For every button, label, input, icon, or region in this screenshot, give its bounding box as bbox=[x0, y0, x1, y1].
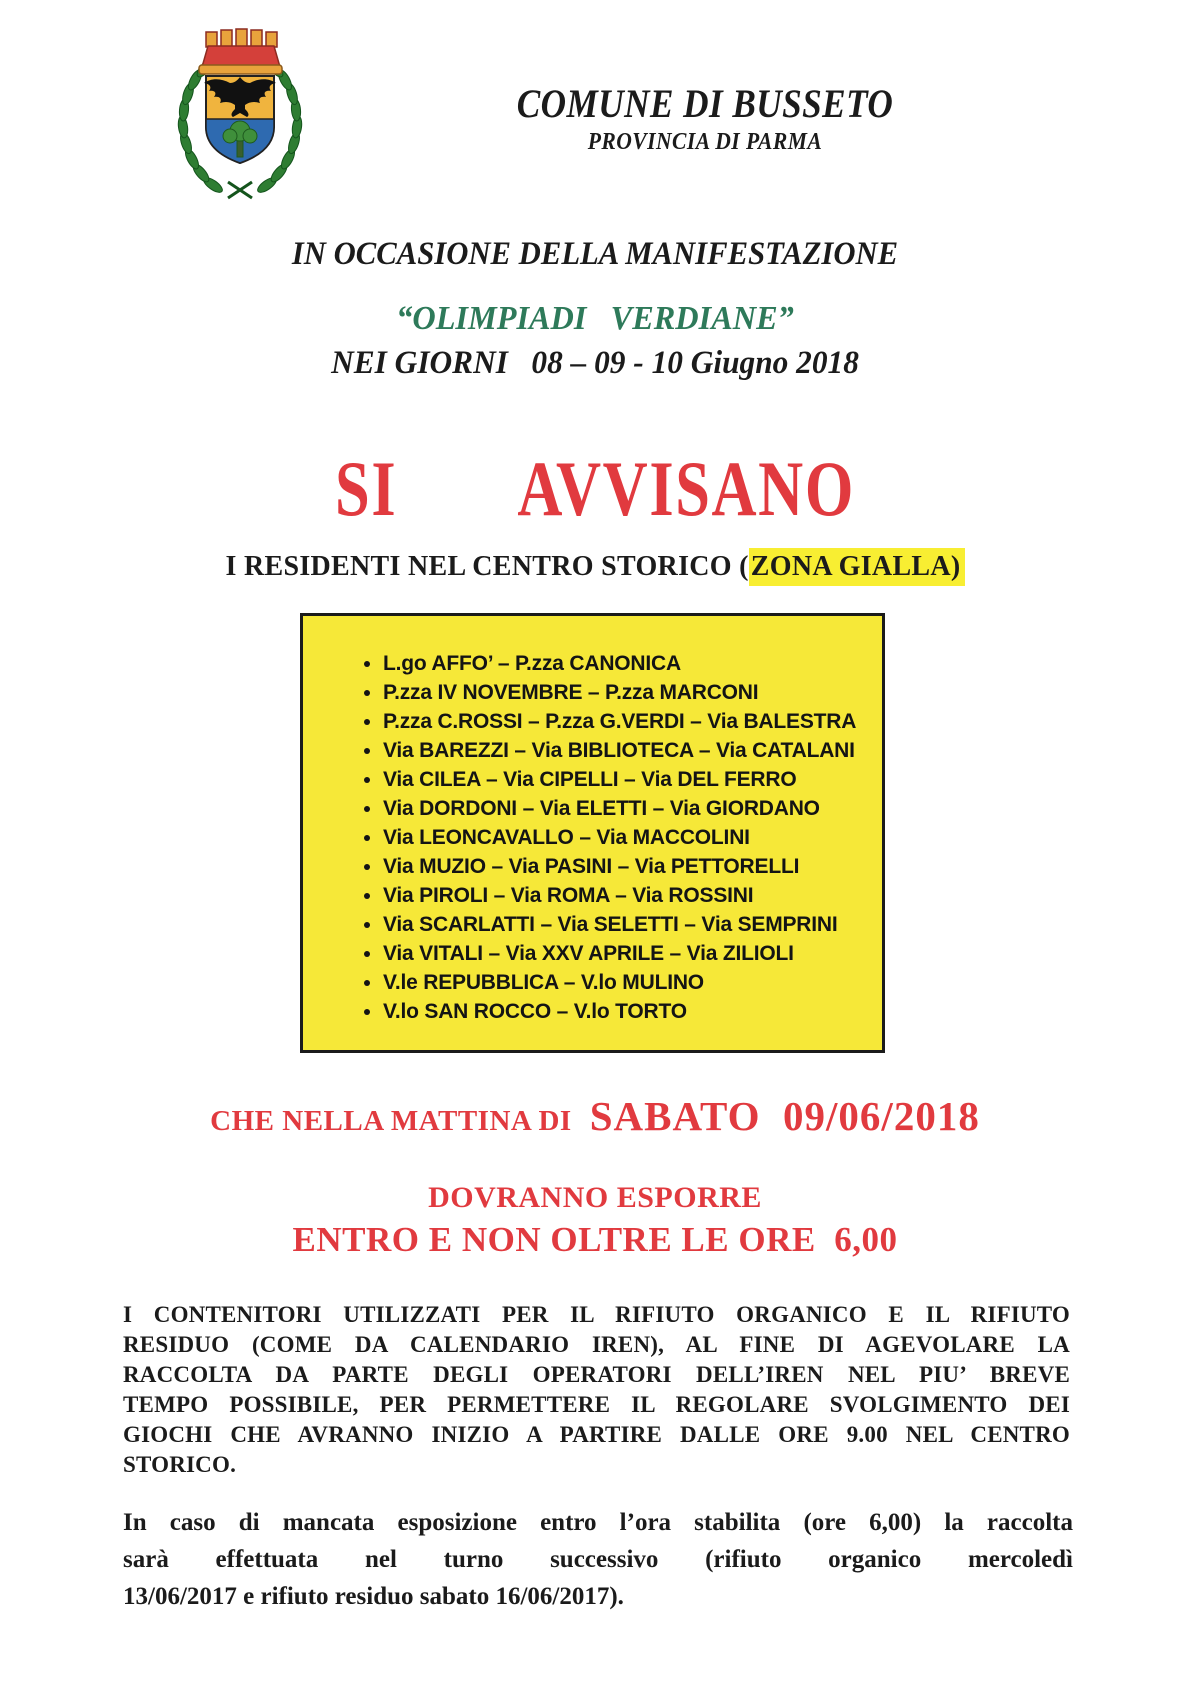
body-line: I CONTENITORI UTILIZZATI PER IL RIFIUTO ORGANICO E IL RIFIUTO bbox=[123, 1302, 1070, 1327]
street-item: • Via DORDONI – Via ELETTI – Via GIORDANO bbox=[383, 794, 882, 823]
event-dates: NEI GIORNI 08 – 09 - 10 Giugno 2018 bbox=[331, 345, 859, 381]
street-item: • Via CILEA – Via CIPELLI – Via DEL FERRO bbox=[383, 765, 882, 794]
street-item: • Via SCARLATTI – Via SELETTI – Via SEMPRINI bbox=[383, 910, 882, 939]
street-item: • Via VITALI – Via XXV APRILE – Via ZILIOLI bbox=[383, 939, 882, 968]
street-item: • V.lo SAN ROCCO – V.lo TORTO bbox=[383, 997, 882, 1026]
province-name: PROVINCIA DI PARMA bbox=[587, 129, 823, 155]
deadline-line bbox=[25, 1092, 1165, 1140]
occasion-intro: IN OCCASIONE DELLA MANIFESTAZIONE bbox=[291, 236, 899, 272]
street-list bbox=[303, 649, 882, 1026]
busseto-coat-of-arms-icon bbox=[150, 14, 330, 206]
street-item: • Via PIROLI – Via ROMA – Via ROSSINI bbox=[383, 881, 882, 910]
footnote-line: In caso di mancata esposizione entro l’ora stabilita (ore 6,00) la raccolta bbox=[123, 1509, 1073, 1536]
body-line: RESIDUO (COME DA CALENDARIO IREN), AL FINE DI AGEVOLARE LA bbox=[123, 1332, 1070, 1357]
footnote-line: sarà effettuata nel turno successivo (rifiuto organico mercoledì bbox=[123, 1546, 1073, 1573]
street-list-box bbox=[300, 613, 885, 1053]
notice-headline: SI AVVISANO bbox=[335, 445, 855, 532]
street-item: • P.zza IV NOVEMBRE – P.zza MARCONI bbox=[383, 678, 882, 707]
event-name: “OLIMPIADI VERDIANE” bbox=[396, 300, 794, 337]
street-item: • P.zza C.ROSSI – P.zza G.VERDI – Via BALESTRA bbox=[383, 707, 882, 736]
footnote-line: 13/06/2017 e rifiuto residuo sabato 16/06/2017). bbox=[123, 1583, 624, 1610]
deadline-action: DOVRANNO ESPORRE bbox=[428, 1181, 762, 1214]
audience-line bbox=[25, 551, 1165, 583]
audience-prefix: I RESIDENTI NEL CENTRO STORICO ( bbox=[225, 551, 749, 582]
zone-highlight: ZONA GIALLA) bbox=[749, 548, 965, 586]
body-line: STORICO. bbox=[123, 1452, 237, 1477]
street-item: • Via BAREZZI – Via BIBLIOTECA – Via CATALANI bbox=[383, 736, 882, 765]
street-item: • Via MUZIO – Via PASINI – Via PETTORELLI bbox=[383, 852, 882, 881]
body-line: RACCOLTA DA PARTE DEGLI OPERATORI DELL’IREN NEL PIU’ BREVE bbox=[123, 1362, 1070, 1387]
footnote-paragraph bbox=[123, 1504, 1073, 1615]
letterhead bbox=[470, 80, 940, 156]
street-item: • L.go AFFO’ – P.zza CANONICA bbox=[383, 649, 882, 678]
body-line: GIOCHI CHE AVRANNO INIZIO A PARTIRE DALLE ORE 9.00 NEL CENTRO bbox=[123, 1422, 1070, 1447]
deadline-date: SABATO 09/06/2018 bbox=[589, 1093, 980, 1139]
deadline-time-limit: ENTRO E NON OLTRE LE ORE 6,00 bbox=[292, 1220, 898, 1259]
street-item: • Via LEONCAVALLO – Via MACCOLINI bbox=[383, 823, 882, 852]
deadline-prefix: CHE NELLA MATTINA DI bbox=[210, 1105, 572, 1137]
municipality-name: COMUNE DI BUSSETO bbox=[516, 81, 894, 126]
body-paragraph bbox=[123, 1300, 1070, 1480]
body-line: TEMPO POSSIBILE, PER PERMETTERE IL REGOLARE SVOLGIMENTO DEI bbox=[123, 1392, 1070, 1417]
street-item: • V.le REPUBBLICA – V.lo MULINO bbox=[383, 968, 882, 997]
